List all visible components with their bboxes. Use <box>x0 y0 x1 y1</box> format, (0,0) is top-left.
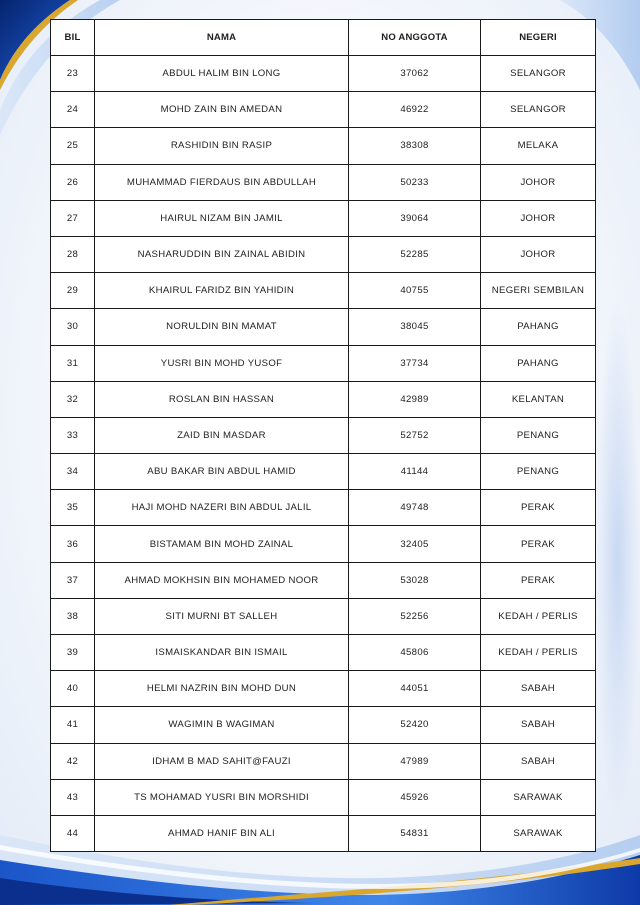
table-row <box>51 779 596 815</box>
cell-bil: 40 <box>51 671 95 707</box>
cell-negeri: PAHANG <box>481 309 596 345</box>
cell-negeri: SABAH <box>481 707 596 743</box>
cell-nama: ZAID BIN MASDAR <box>95 417 349 453</box>
cell-negeri: JOHOR <box>481 236 596 272</box>
cell-no-anggota: 44051 <box>349 671 481 707</box>
cell-bil: 28 <box>51 236 95 272</box>
cell-no-anggota: 40755 <box>349 273 481 309</box>
table-row <box>51 236 596 272</box>
cell-bil: 34 <box>51 454 95 490</box>
table-row <box>51 200 596 236</box>
header-nama: NAMA <box>95 20 349 56</box>
table-row <box>51 671 596 707</box>
cell-bil: 24 <box>51 92 95 128</box>
table-row <box>51 273 596 309</box>
cell-negeri: SABAH <box>481 671 596 707</box>
cell-bil: 30 <box>51 309 95 345</box>
table-row <box>51 128 596 164</box>
member-table <box>50 19 596 852</box>
header-bil: BIL <box>51 20 95 56</box>
cell-no-anggota: 38308 <box>349 128 481 164</box>
table-header-row <box>51 20 596 56</box>
header-no-anggota: NO ANGGOTA <box>349 20 481 56</box>
cell-bil: 37 <box>51 562 95 598</box>
cell-nama: ABU BAKAR BIN ABDUL HAMID <box>95 454 349 490</box>
cell-nama: HAIRUL NIZAM BIN JAMIL <box>95 200 349 236</box>
cell-no-anggota: 32405 <box>349 526 481 562</box>
cell-no-anggota: 42989 <box>349 381 481 417</box>
table-row <box>51 56 596 92</box>
cell-bil: 42 <box>51 743 95 779</box>
table-row <box>51 490 596 526</box>
table-row <box>51 454 596 490</box>
cell-nama: ABDUL HALIM BIN LONG <box>95 56 349 92</box>
cell-no-anggota: 37062 <box>349 56 481 92</box>
cell-negeri: KELANTAN <box>481 381 596 417</box>
cell-negeri: JOHOR <box>481 164 596 200</box>
cell-nama: AHMAD HANIF BIN ALI <box>95 815 349 851</box>
cell-no-anggota: 37734 <box>349 345 481 381</box>
cell-negeri: SELANGOR <box>481 92 596 128</box>
table-row <box>51 417 596 453</box>
table-row <box>51 526 596 562</box>
cell-no-anggota: 52256 <box>349 598 481 634</box>
cell-no-anggota: 39064 <box>349 200 481 236</box>
cell-nama: NORULDIN BIN MAMAT <box>95 309 349 345</box>
cell-negeri: SELANGOR <box>481 56 596 92</box>
cell-bil: 26 <box>51 164 95 200</box>
table-row <box>51 562 596 598</box>
right-dot-texture <box>595 300 640 820</box>
cell-bil: 29 <box>51 273 95 309</box>
member-list-sheet <box>50 19 595 852</box>
table-row <box>51 635 596 671</box>
cell-bil: 38 <box>51 598 95 634</box>
cell-negeri: KEDAH / PERLIS <box>481 635 596 671</box>
cell-bil: 41 <box>51 707 95 743</box>
cell-no-anggota: 54831 <box>349 815 481 851</box>
cell-negeri: KEDAH / PERLIS <box>481 598 596 634</box>
cell-negeri: SARAWAK <box>481 779 596 815</box>
cell-bil: 31 <box>51 345 95 381</box>
cell-negeri: SABAH <box>481 743 596 779</box>
cell-nama: SITI MURNI BT SALLEH <box>95 598 349 634</box>
cell-nama: HELMI NAZRIN BIN MOHD DUN <box>95 671 349 707</box>
cell-bil: 32 <box>51 381 95 417</box>
cell-nama: HAJI MOHD NAZERI BIN ABDUL JALIL <box>95 490 349 526</box>
cell-nama: ISMAISKANDAR BIN ISMAIL <box>95 635 349 671</box>
cell-negeri: SARAWAK <box>481 815 596 851</box>
cell-nama: TS MOHAMAD YUSRI BIN MORSHIDI <box>95 779 349 815</box>
cell-negeri: PERAK <box>481 526 596 562</box>
cell-negeri: PERAK <box>481 562 596 598</box>
table-row <box>51 309 596 345</box>
cell-no-anggota: 41144 <box>349 454 481 490</box>
cell-nama: AHMAD MOKHSIN BIN MOHAMED NOOR <box>95 562 349 598</box>
cell-nama: YUSRI BIN MOHD YUSOF <box>95 345 349 381</box>
table-row <box>51 92 596 128</box>
cell-nama: RASHIDIN BIN RASIP <box>95 128 349 164</box>
cell-negeri: NEGERI SEMBILAN <box>481 273 596 309</box>
cell-no-anggota: 52420 <box>349 707 481 743</box>
cell-negeri: MELAKA <box>481 128 596 164</box>
cell-no-anggota: 49748 <box>349 490 481 526</box>
table-row <box>51 381 596 417</box>
cell-bil: 27 <box>51 200 95 236</box>
table-row <box>51 164 596 200</box>
header-negeri: NEGERI <box>481 20 596 56</box>
cell-nama: MUHAMMAD FIERDAUS BIN ABDULLAH <box>95 164 349 200</box>
cell-bil: 39 <box>51 635 95 671</box>
cell-no-anggota: 50233 <box>349 164 481 200</box>
cell-bil: 33 <box>51 417 95 453</box>
cell-no-anggota: 45926 <box>349 779 481 815</box>
cell-nama: KHAIRUL FARIDZ BIN YAHIDIN <box>95 273 349 309</box>
cell-bil: 44 <box>51 815 95 851</box>
cell-negeri: JOHOR <box>481 200 596 236</box>
table-body <box>51 56 596 852</box>
cell-nama: IDHAM B MAD SAHIT@FAUZI <box>95 743 349 779</box>
cell-no-anggota: 47989 <box>349 743 481 779</box>
cell-no-anggota: 52285 <box>349 236 481 272</box>
cell-nama: NASHARUDDIN BIN ZAINAL ABIDIN <box>95 236 349 272</box>
table-row <box>51 598 596 634</box>
cell-negeri: PENANG <box>481 454 596 490</box>
cell-bil: 23 <box>51 56 95 92</box>
cell-bil: 43 <box>51 779 95 815</box>
cell-nama: ROSLAN BIN HASSAN <box>95 381 349 417</box>
cell-negeri: PERAK <box>481 490 596 526</box>
cell-bil: 36 <box>51 526 95 562</box>
table-row <box>51 815 596 851</box>
table-row <box>51 707 596 743</box>
cell-nama: WAGIMIN B WAGIMAN <box>95 707 349 743</box>
cell-no-anggota: 38045 <box>349 309 481 345</box>
cell-bil: 35 <box>51 490 95 526</box>
cell-bil: 25 <box>51 128 95 164</box>
cell-nama: BISTAMAM BIN MOHD ZAINAL <box>95 526 349 562</box>
table-row <box>51 345 596 381</box>
cell-nama: MOHD ZAIN BIN AMEDAN <box>95 92 349 128</box>
table-row <box>51 743 596 779</box>
cell-negeri: PAHANG <box>481 345 596 381</box>
cell-no-anggota: 53028 <box>349 562 481 598</box>
cell-no-anggota: 52752 <box>349 417 481 453</box>
cell-no-anggota: 45806 <box>349 635 481 671</box>
cell-no-anggota: 46922 <box>349 92 481 128</box>
cell-negeri: PENANG <box>481 417 596 453</box>
